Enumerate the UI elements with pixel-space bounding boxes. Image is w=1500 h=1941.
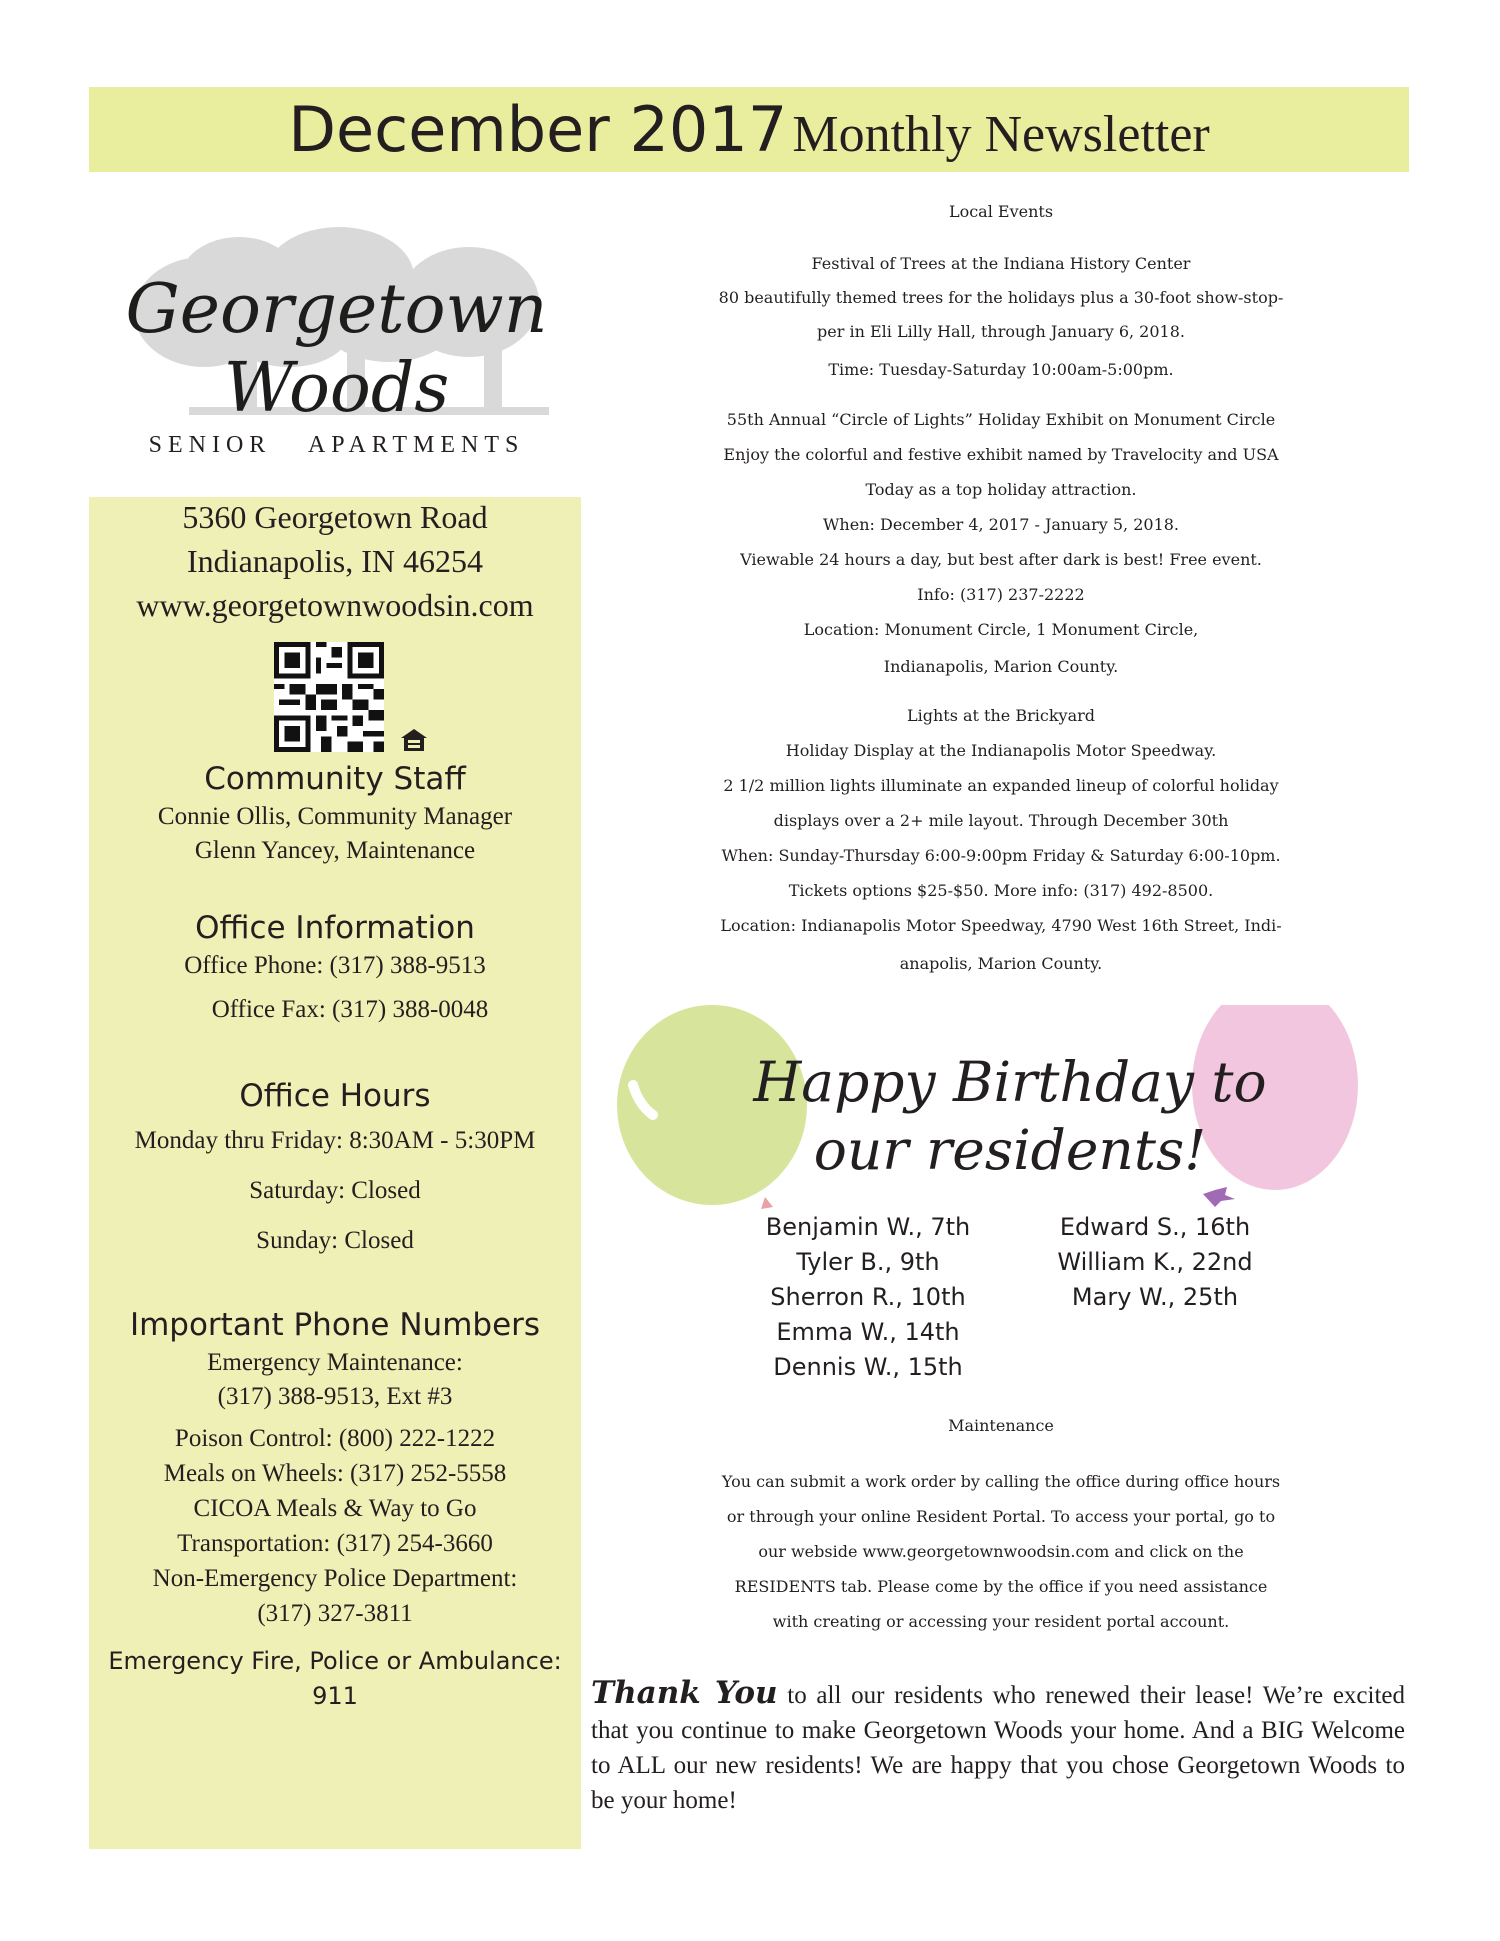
event-line: When: December 4, 2017 - January 5, 2018. [822,515,1180,534]
event-line: When: Sunday-Thursday 6:00-9:00pm Friday & Saturday 6:00-10pm. [721,846,1281,865]
birthday-item: William K., 22nd [1057,1248,1253,1276]
event-line: 2 1/2 million lights illuminate an expanded lineup of colorful holiday [723,776,1279,795]
birthday-item: Mary W., 25th [1071,1283,1239,1311]
event-line: per in Eli Lilly Hall, through January 6, 2018. [817,322,1185,341]
birthday-item: Dennis W., 15th [773,1353,963,1381]
newsletter-title: Monthly Newsletter [792,106,1210,163]
event-line: Viewable 24 hours a day, but best after dark is best! Free event. [740,550,1262,569]
address-street: 5360 Georgetown Road [182,499,488,535]
office-fax: Office Fax: (317) 388-0048 [211,996,489,1023]
maintenance-line: or through your online Resident Portal. To access your portal, go to [726,1507,1276,1526]
thank-you-lead: Thank You [591,1675,778,1711]
event-title: 55th Annual “Circle of Lights” Holiday Exhibit on Monument Circle [726,410,1276,429]
logo [89,222,584,472]
event-line: Tickets options $25-$50. More info: (317) 492-8500. [788,881,1214,900]
event-line: anapolis, Marion County. [899,954,1103,973]
phone-line: (317) 388-9513, Ext #3 [217,1383,453,1410]
phone-line: (317) 327-3811 [257,1600,413,1627]
maintenance-line: with creating or accessing your resident portal account. [772,1612,1230,1631]
emergency-label: Emergency Fire, Police or Ambulance: [108,1647,562,1675]
maintenance-line: You can submit a work order by calling the office during office hours [721,1472,1281,1491]
birthday-item: Benjamin W., 7th [765,1213,971,1241]
office-hours-line: Monday thru Friday: 8:30AM - 5:30PM [134,1127,536,1154]
phone-line: Meals on Wheels: (317) 252-5558 [163,1460,507,1487]
maintenance-line: RESIDENTS tab. Please come by the office if you need assistance [734,1577,1268,1596]
event-title: Lights at the Brickyard [906,706,1095,725]
phone-line: Non-Emergency Police Department: [152,1565,518,1592]
phone-line: Poison Control: (800) 222-1222 [174,1425,496,1452]
office-phone: Office Phone: (317) 388-9513 [184,952,486,979]
maintenance-heading: Maintenance [948,1416,1054,1435]
office-info-heading: Office Information [195,910,475,946]
birthday-item: Tyler B., 9th [796,1248,940,1276]
logo-name: Georgetown Woods [125,270,548,428]
staff-member: Glenn Yancey, Maintenance [194,837,476,864]
maintenance-line: our webside www.georgetownwoodsin.com and click on the [758,1542,1244,1561]
newsletter-date: December 2017 [288,93,788,166]
birthday-heading-line: our residents! [813,1118,1207,1182]
birthday-heading-line: Happy Birthday to [753,1050,1267,1114]
newsletter-title-banner [89,87,1409,172]
office-hours-heading: Office Hours [239,1078,431,1114]
birthday-list-right [1035,1210,1275,1315]
event-line: Enjoy the colorful and festive exhibit named by Travelocity and USA [723,445,1279,464]
staff-member: Connie Ollis, Community Manager [157,803,513,830]
event-line: Time: Tuesday-Saturday 10:00am-5:00pm. [828,360,1174,379]
logo-tagline: SENIOR APARTMENTS [148,432,525,458]
office-hours-line: Sunday: Closed [256,1227,414,1254]
local-events-heading: Local Events [948,202,1054,221]
event-line: Today as a top holiday attraction. [865,480,1137,499]
address-city: Indianapolis, IN 46254 [187,543,483,579]
qr-code-icon[interactable] [274,642,384,752]
birthday-heading [620,1048,1400,1184]
birthday-item: Edward S., 16th [1059,1213,1251,1241]
event-line: displays over a 2+ mile layout. Through December 30th [773,811,1229,830]
emergency-number: 911 [312,1682,358,1710]
event-line: Info: (317) 237-2222 [917,585,1085,604]
thank-you-text: to all our residents who renewed their lease! We’re excited that you continue to make Georgetown Woods your home. And a BIG Welcome to ALL our new residents! We are happy that you chose Georgetown Woods to be your home! [591,1682,1405,1814]
website-link[interactable]: www.georgetownwoodsin.com [136,587,534,623]
phone-line: Emergency Maintenance: [207,1349,463,1376]
phones-heading: Important Phone Numbers [129,1307,541,1343]
equal-housing-icon [400,728,428,752]
event-line: Location: Monument Circle, 1 Monument Circle, [803,620,1199,639]
phone-line: CICOA Meals & Way to Go [193,1495,477,1522]
phone-line: Transportation: (317) 254-3660 [177,1530,493,1557]
event-line: Indianapolis, Marion County. [883,657,1119,676]
event-line: Holiday Display at the Indianapolis Motor Speedway. [785,741,1217,760]
staff-heading: Community Staff [204,761,466,797]
office-hours-line: Saturday: Closed [249,1177,421,1204]
birthday-list-left [748,1210,988,1385]
thank-you-paragraph [591,1676,1405,1818]
event-line: 80 beautifully themed trees for the holidays plus a 30-foot show-stop- [718,288,1284,307]
event-title: Festival of Trees at the Indiana History Center [811,254,1191,273]
birthday-item: Emma W., 14th [776,1318,960,1346]
birthday-item: Sherron R., 10th [770,1283,966,1311]
event-line: Location: Indianapolis Motor Speedway, 4790 West 16th Street, Indi- [720,916,1282,935]
